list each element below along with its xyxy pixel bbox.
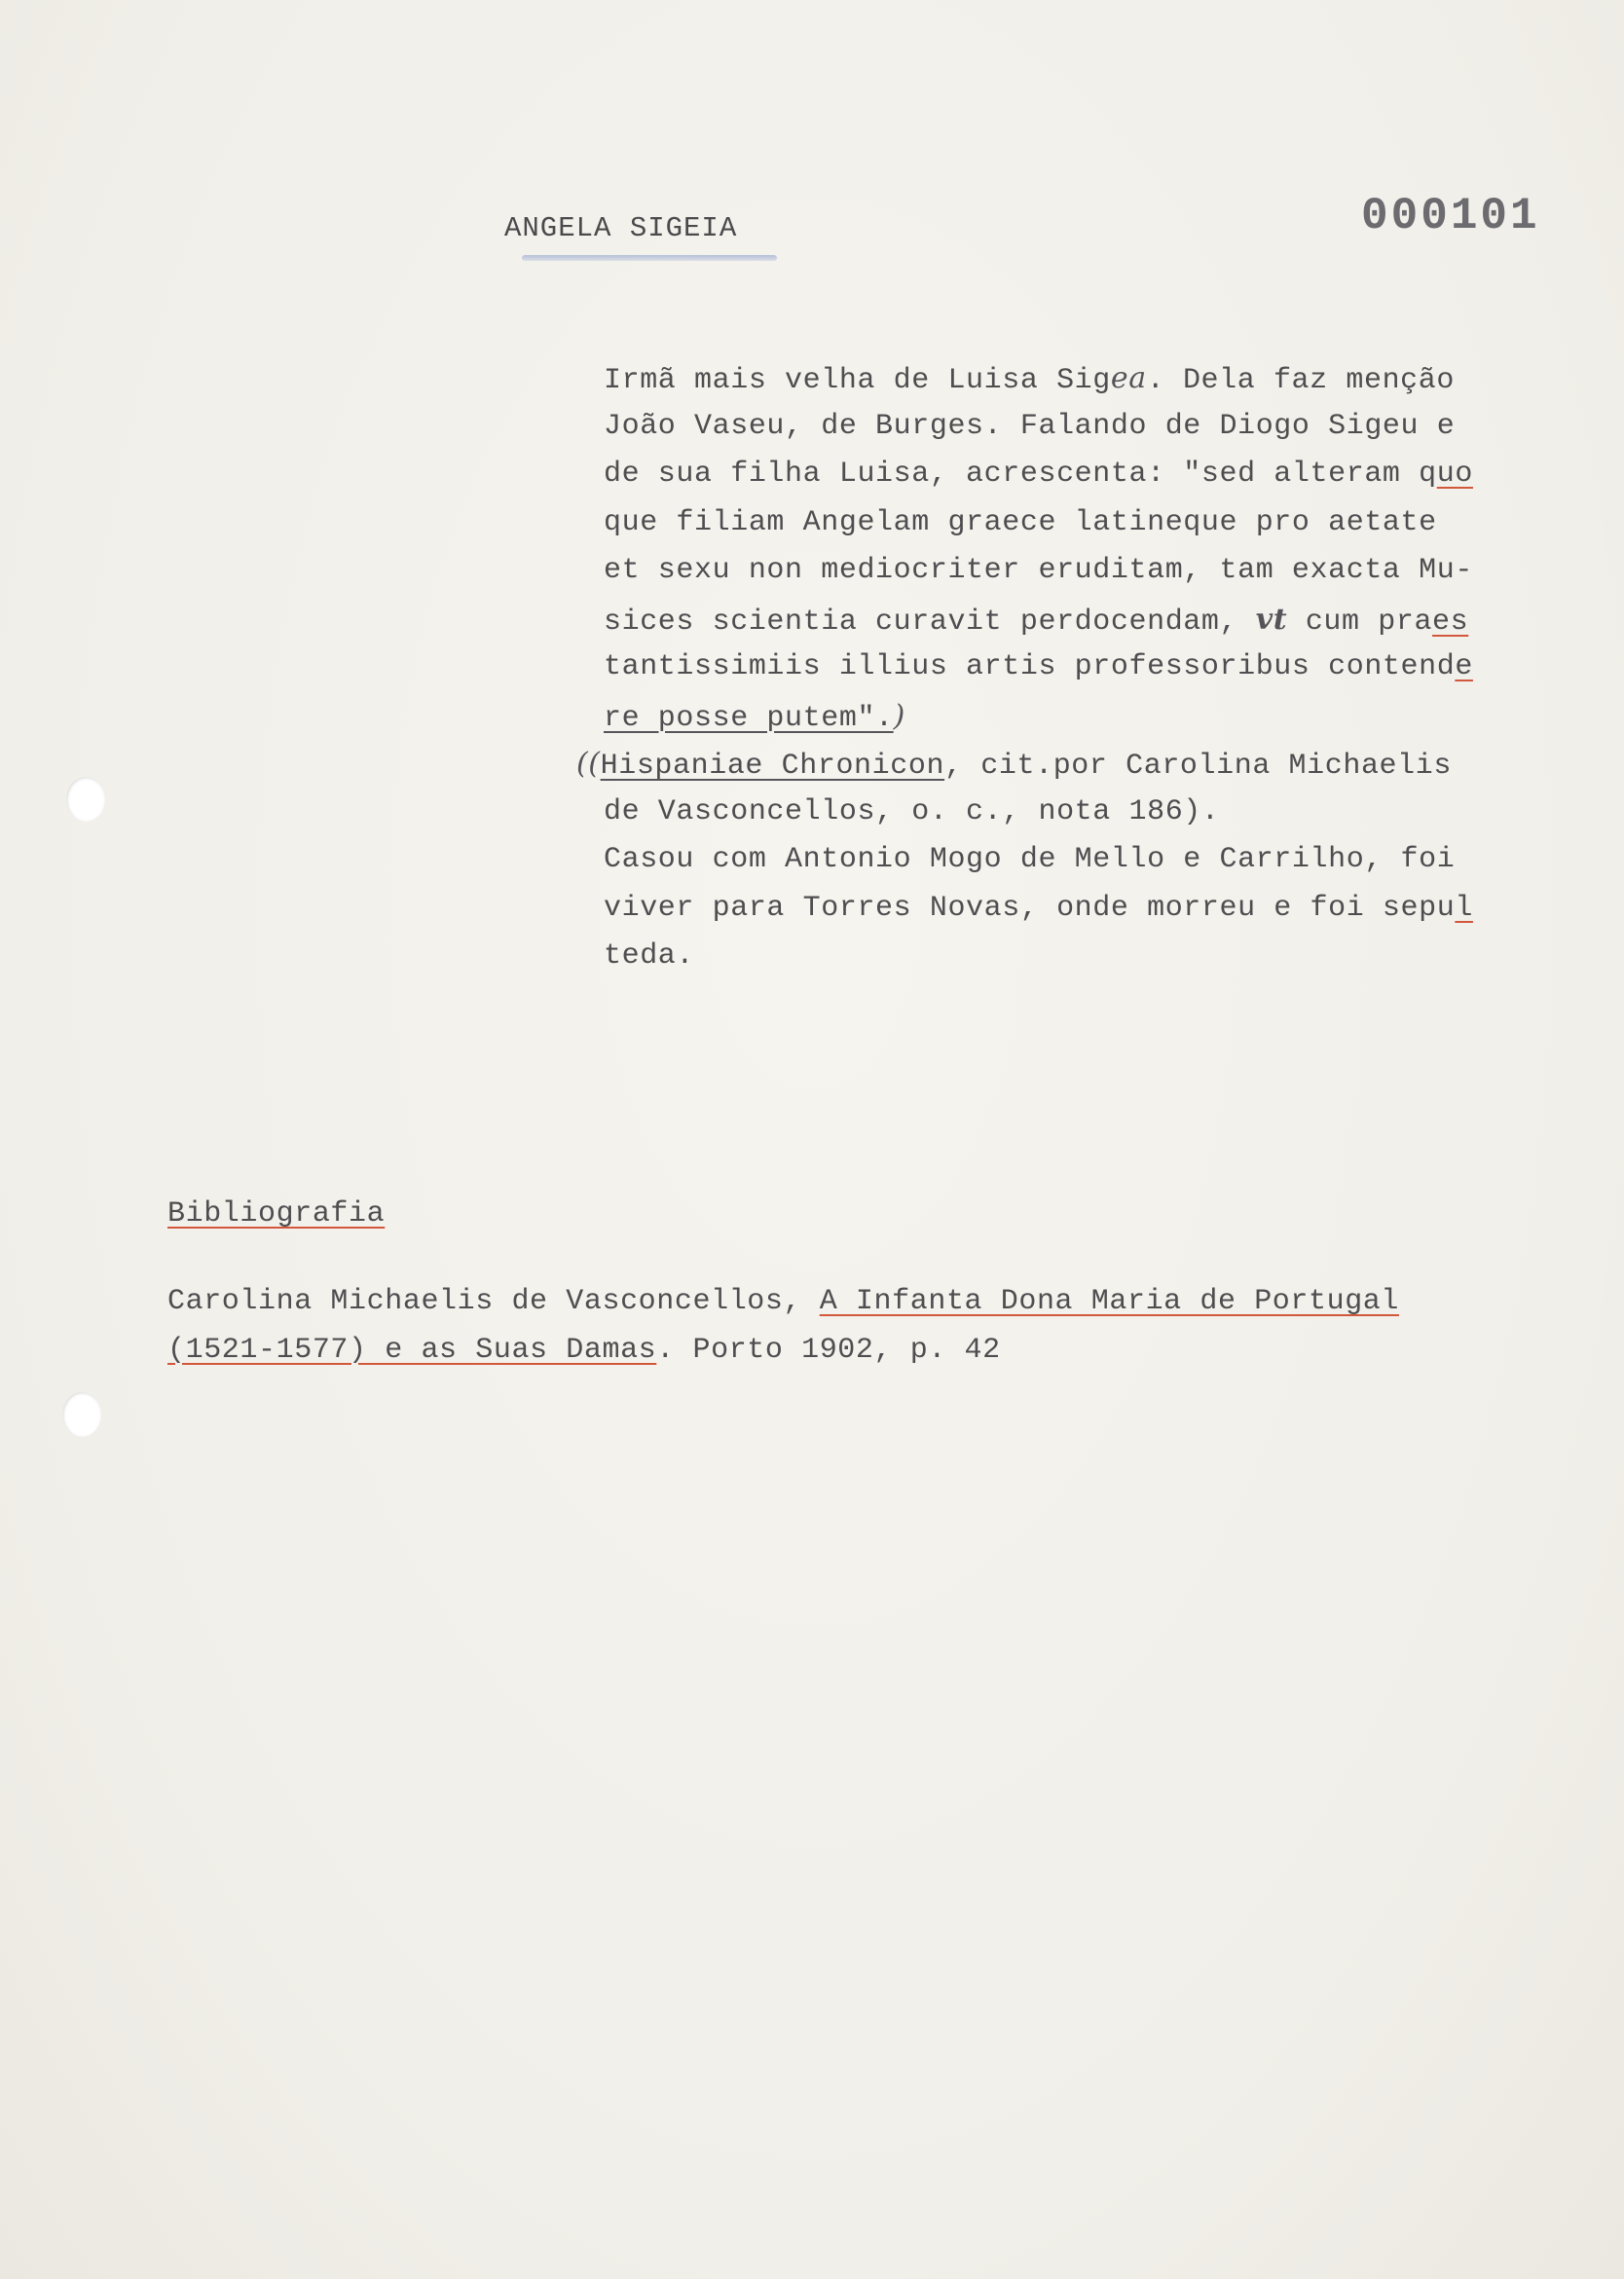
punch-hole-upper (66, 777, 105, 822)
body-line-2: João Vaseu, de Burges. Falando de Diogo Sigeu e (604, 409, 1456, 443)
bibliography-heading: Bibliografia (167, 1197, 386, 1231)
body-line-12: viver para Torres Novas, onde morreu e foi sepul (604, 891, 1473, 925)
body-line-4: que filiam Angelam graece latineque pro aetate (604, 505, 1437, 539)
body-line-7: tantissimiis illius artis professoribus contende (604, 650, 1473, 683)
punch-hole-lower (62, 1392, 101, 1437)
bibliography-line-2: (1521-1577) e as Suas Damas. Porto 1902, p. 42 (167, 1333, 1001, 1367)
archive-stamp-number: 000101 (1361, 191, 1540, 241)
bibliography-line-1: Carolina Michaelis de Vasconcellos, A Infanta Dona Maria de Portugal (167, 1285, 1400, 1318)
body-line-8: re posse putem".) (604, 698, 905, 735)
bibliography-entry (167, 1278, 1589, 1375)
title-highlight-underline (522, 255, 777, 261)
body-line-9: ((Hispaniae Chronicon, cit.por Carolina Michaelis (576, 747, 1452, 783)
body-line-13: teda. (604, 939, 695, 973)
body-text (576, 354, 1577, 981)
body-line-6: sices scientia curavit perdocendam, vt cum praes (604, 602, 1469, 639)
body-line-3: de sua filha Luisa, acrescenta: "sed alteram quo (604, 458, 1473, 491)
body-line-1: Irmã mais velha de Luisa Sigea. Dela faz menção (604, 361, 1455, 397)
body-line-11: Casou com Antonio Mogo de Mello e Carrilho, foi (604, 843, 1456, 876)
body-line-10: de Vasconcellos, o. c., nota 186). (604, 794, 1220, 828)
document-title: ANGELA SIGEIA (504, 212, 738, 244)
body-line-5: et sexu non mediocriter eruditam, tam exacta Mu- (604, 554, 1473, 587)
